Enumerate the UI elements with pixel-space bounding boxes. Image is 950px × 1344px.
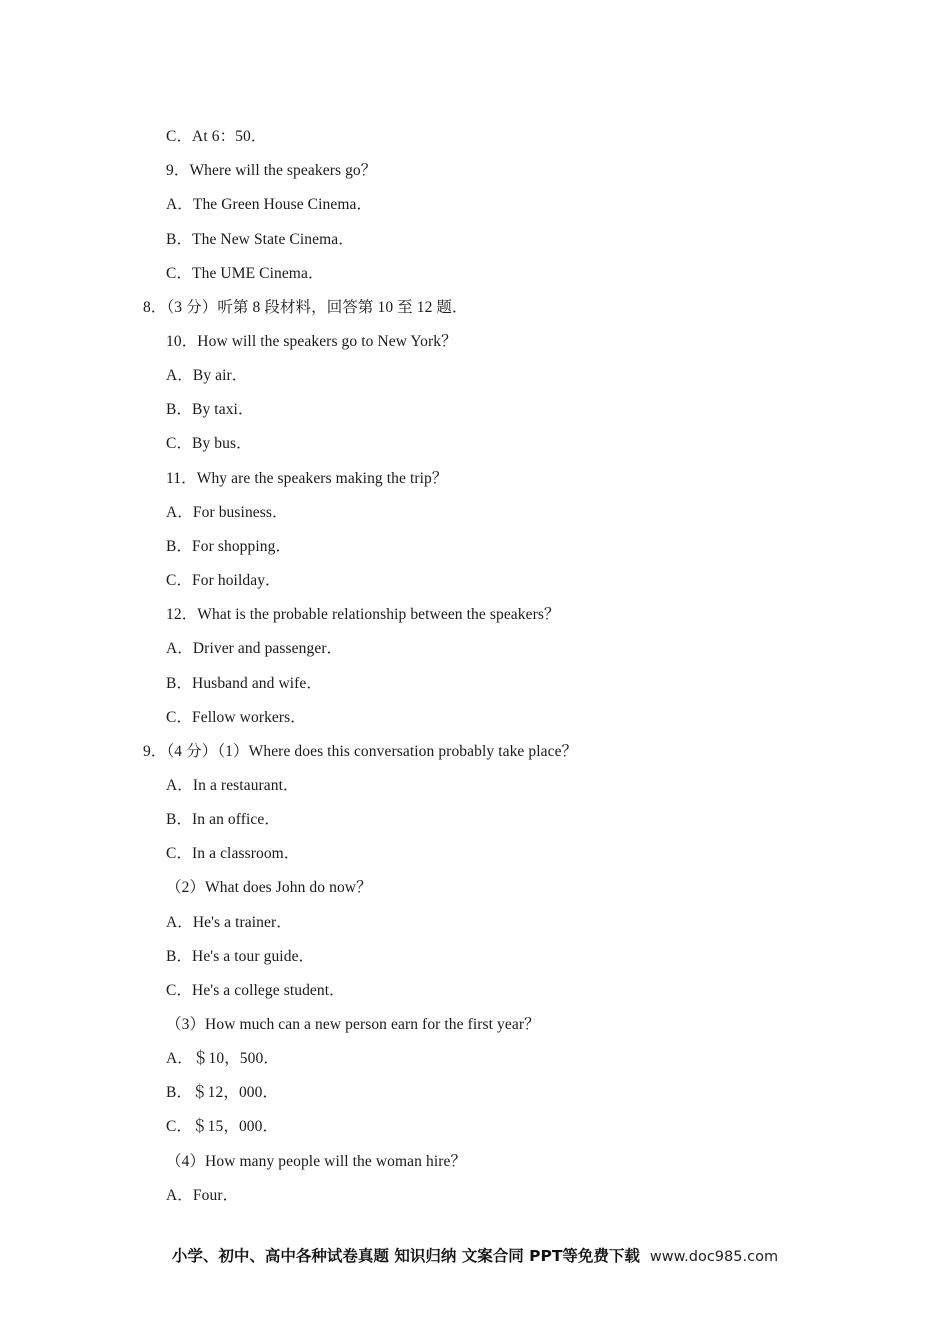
question-10: 10．How will the speakers go to New York？	[166, 333, 457, 350]
option-b-q11: B．For shopping．	[166, 538, 292, 555]
footer-text: 小学、初中、高中各种试卷真题 知识归纳 文案合同 PPT等免费下载	[171, 1247, 640, 1265]
option-c-s9q3: C．＄15，000．	[166, 1118, 279, 1135]
option-a-s9q3: A．＄10，500．	[166, 1050, 279, 1067]
option-b-q12: B．Husband and wife．	[166, 675, 323, 692]
option-b-s9q3: B．＄12，000．	[166, 1084, 279, 1101]
footer-url-link[interactable]: www.doc985.com	[649, 1249, 779, 1265]
option-a-q10: A．By air．	[166, 367, 248, 384]
question-11: 11．Why are the speakers making the trip？	[166, 470, 448, 487]
section-9-q4: （4）How many people will the woman hire？	[166, 1153, 467, 1170]
option-c-q9: C．The UME Cinema．	[166, 265, 324, 282]
question-9: 9．Where will the speakers go？	[166, 162, 377, 179]
option-a-s9q2: A．He's a trainer．	[166, 914, 292, 931]
section-8-header: 8．（3 分）听第 8 段材料，回答第 10 至 12 题．	[143, 299, 468, 316]
option-c-q10: C．By bus．	[166, 435, 252, 452]
option-a-q11: A．For business．	[166, 504, 288, 521]
option-b-q9: B．The New State Cinema．	[166, 231, 354, 248]
option-a-s9q1: A．In a restaurant．	[166, 777, 299, 794]
footer-banner	[0, 1245, 950, 1268]
option-c-q12: C．Fellow workers．	[166, 709, 306, 726]
option-c-s9q2: C．He's a college student．	[166, 982, 345, 999]
section-9-q1: 9．（4 分）（1）Where does this conversation probably take place？	[143, 743, 578, 760]
option-c-q8: C．At 6：50．	[166, 128, 267, 145]
option-a-q12: A．Driver and passenger．	[166, 640, 343, 657]
option-c-q11: C．For hoilday．	[166, 572, 281, 589]
option-b-s9q2: B．He's a tour guide．	[166, 948, 315, 965]
option-b-s9q1: B．In an office．	[166, 811, 280, 828]
section-9-q2: （2）What does John do now？	[166, 879, 372, 896]
option-a-q9: A．The Green House Cinema．	[166, 196, 373, 213]
section-9-q3: （3）How much can a new person earn for the first year？	[166, 1016, 540, 1033]
option-a-s9q4: A．Four．	[166, 1187, 239, 1204]
option-b-q10: B．By taxi．	[166, 401, 254, 418]
option-c-s9q1: C．In a classroom．	[166, 845, 300, 862]
question-12: 12．What is the probable relationship between the speakers？	[166, 606, 560, 623]
